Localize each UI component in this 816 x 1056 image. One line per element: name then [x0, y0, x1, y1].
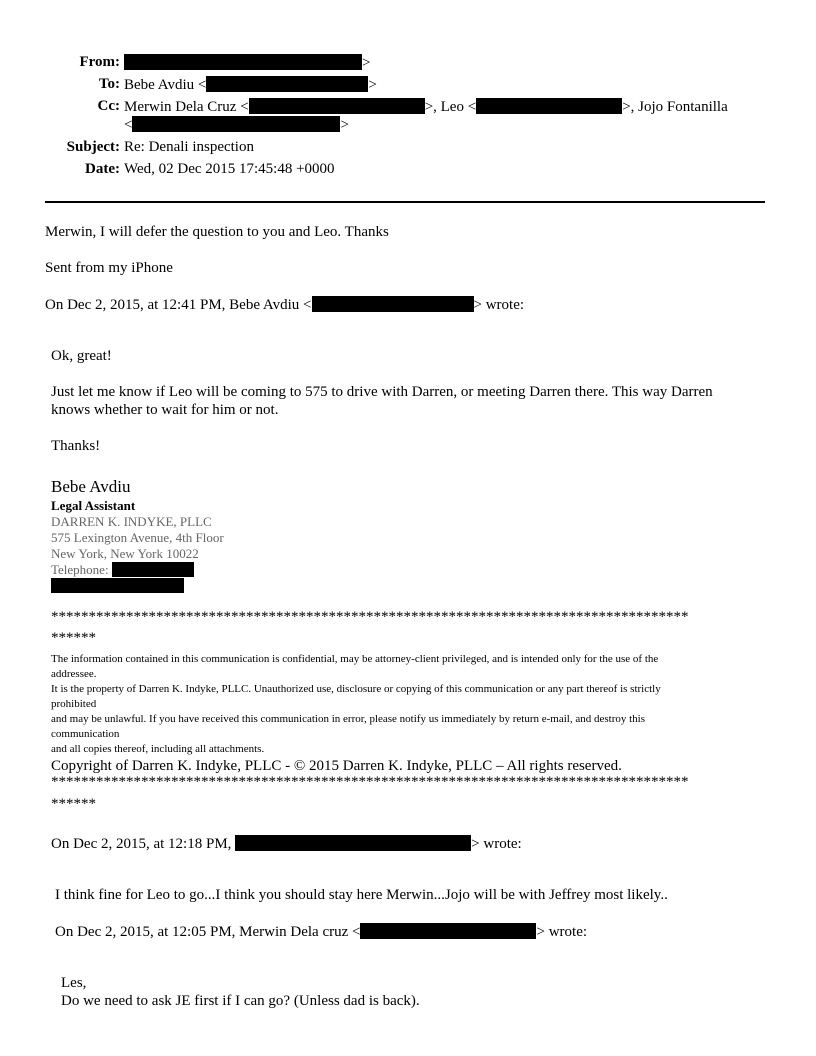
date-label: Date: — [85, 161, 120, 177]
disclaimer-line: and may be unlawful. If you have received this communication in error, please notify us immediately by return e-mail, and destroy this — [51, 713, 645, 725]
redaction-bar — [249, 98, 425, 114]
redaction-bar — [51, 578, 184, 593]
cc-name-jojo: >, Jojo Fontanilla — [622, 99, 728, 115]
quote-header-2: On Dec 2, 2015, at 12:18 PM, > wrote: — [51, 836, 522, 852]
thanks-line: Thanks! — [51, 438, 101, 454]
disclaimer-line: It is the property of Darren K. Indyke, PLLC. Unauthorized use, disclosure or copying of this communication or any part thereof is strictly — [51, 683, 661, 695]
redaction-bar — [312, 296, 474, 312]
redaction-bar — [112, 562, 194, 577]
redaction-bar — [476, 98, 622, 114]
paragraph-line: Just let me know if Leo will be coming to 575 to drive with Darren, or meeting Darren there. This way Darren — [51, 384, 713, 400]
disclaimer-line: and all copies thereof, including all attachments. — [51, 743, 265, 755]
to-label: To: — [98, 76, 120, 92]
disclaimer-copyright: Copyright of Darren K. Indyke, PLLC - © 2015 Darren K. Indyke, PLLC – All rights reserved. — [51, 758, 622, 774]
signature-telephone: Telephone: — [51, 562, 194, 578]
disclaimer-line: communication — [51, 728, 120, 740]
subject-label: Subject: — [66, 139, 120, 155]
cc-name-merwin: Merwin Dela Cruz < — [124, 99, 249, 115]
sent-from-line: Sent from my iPhone — [45, 260, 173, 276]
cc-label: Cc: — [97, 98, 120, 114]
to-name: Bebe Avdiu < — [124, 77, 207, 93]
quote-header-1: On Dec 2, 2015, at 12:41 PM, Bebe Avdiu < > wrote: — [45, 297, 525, 313]
paragraph-line-2: knows whether to wait for him or not. — [51, 402, 279, 418]
from-value: > — [124, 54, 370, 72]
disclaimer-line: addressee. — [51, 668, 97, 680]
redaction-bar — [360, 923, 536, 939]
message-2: I think fine for Leo to go...I think you should stay here Merwin...Jojo will be with Jeffrey most likely.. — [55, 887, 668, 903]
cc-name-leo: >, Leo < — [424, 99, 477, 115]
subject-value: Re: Denali inspection — [124, 139, 254, 155]
disclaimer-line: prohibited — [51, 698, 97, 710]
disclaimer-stars-bottom-wrap: ****** — [51, 796, 96, 812]
quote-header-3: On Dec 2, 2015, at 12:05 PM, Merwin Dela cruz < > wrote: — [55, 924, 588, 940]
signature-address-2: New York, New York 10022 — [51, 546, 199, 561]
message-3: Do we need to ask JE first if I can go? (Unless dad is back). — [61, 993, 420, 1009]
disclaimer-stars-bottom: ************************************************************************************* — [51, 774, 689, 790]
signature-title: Legal Assistant — [51, 498, 136, 513]
signature-address-1: 575 Lexington Avenue, 4th Floor — [51, 530, 224, 545]
redaction-bar — [206, 76, 368, 92]
from-label: From: — [79, 54, 120, 70]
redaction-bar — [132, 116, 340, 132]
reply-line: Merwin, I will defer the question to you and Leo. Thanks — [45, 224, 389, 240]
signature-extra — [51, 578, 184, 595]
message-3-greeting: Les, — [61, 975, 87, 991]
disclaimer-stars-top: ************************************************************************************* — [51, 609, 689, 625]
to-value: Bebe Avdiu < > — [124, 77, 377, 93]
date-value: Wed, 02 Dec 2015 17:45:48 +0000 — [124, 161, 335, 177]
redaction-bar — [235, 835, 471, 851]
disclaimer-stars-top-wrap: ****** — [51, 630, 96, 646]
redaction-bar — [124, 54, 362, 70]
signature-name: Bebe Avdiu — [51, 477, 131, 496]
cc-value — [124, 98, 728, 116]
disclaimer-line: The information contained in this communication is confidential, may be attorney-client privileged, and is intended only for the use of the — [51, 653, 659, 665]
signature-firm: DARREN K. INDYKE, PLLC — [51, 514, 212, 529]
cc-value-cont: < > — [124, 117, 349, 133]
header-divider — [45, 201, 765, 203]
ok-line: Ok, great! — [51, 348, 112, 364]
